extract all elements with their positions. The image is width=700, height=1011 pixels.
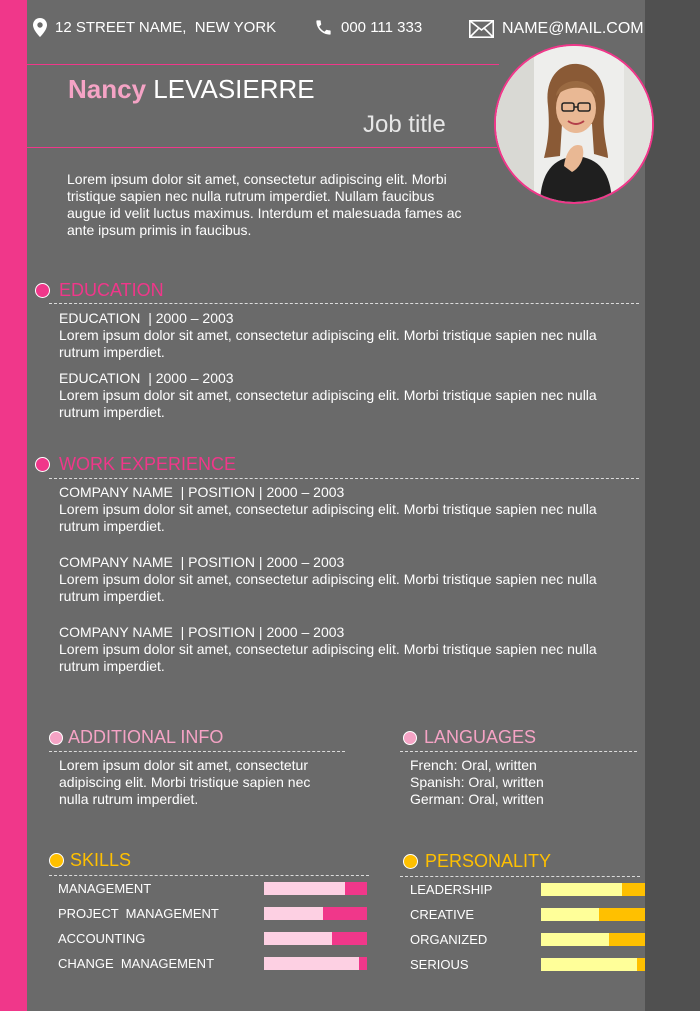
header-bottom-line bbox=[27, 147, 497, 148]
profile-summary: Lorem ipsum dolor sit amet, consectetur adipiscing elit. Morbi tristique sapien nec nulla rutrum imperdiet. Nullam faucibus augue id velit luctus maximus. Interdum et malesuada fames ac ante ipsum primis in faucibus. bbox=[67, 171, 462, 238]
phone-icon bbox=[314, 18, 333, 37]
work-entry-text: Lorem ipsum dolor sit amet, consectetur adipiscing elit. Morbi tristique sapien nec nulla rutrum imperdiet. bbox=[59, 571, 597, 604]
education-entry-head: EDUCATION | 2000 – 2003 bbox=[59, 370, 234, 386]
additional-info-divider bbox=[49, 751, 345, 752]
address-text: 12 STREET NAME, NEW YORK bbox=[55, 19, 277, 36]
location-pin-icon bbox=[33, 18, 47, 37]
right-dark-strip bbox=[645, 0, 700, 1011]
personality-label: ORGANIZED bbox=[410, 932, 488, 947]
personality-title: PERSONALITY bbox=[425, 851, 552, 871]
work-entry-text: Lorem ipsum dolor sit amet, consectetur adipiscing elit. Morbi tristique sapien nec nulla rutrum imperdiet. bbox=[59, 501, 597, 534]
job-title: Job title bbox=[363, 111, 446, 138]
work-entry-text: Lorem ipsum dolor sit amet, consectetur adipiscing elit. Morbi tristique sapien nec nulla rutrum imperdiet. bbox=[59, 641, 597, 674]
personality-row bbox=[0, 908, 700, 921]
languages-heading bbox=[403, 727, 536, 748]
work-divider bbox=[49, 478, 639, 479]
personality-level-fill bbox=[541, 908, 599, 921]
section-bullet-icon bbox=[403, 731, 417, 745]
skills-label: PROJECT MANAGEMENT bbox=[58, 906, 219, 921]
language-item: German: Oral, written bbox=[410, 791, 544, 807]
personality-level-fill bbox=[541, 933, 609, 946]
section-bullet-icon bbox=[35, 457, 50, 472]
personality-level-bar bbox=[541, 933, 645, 946]
skills-label: MANAGEMENT bbox=[58, 881, 152, 896]
last-name: LEVASIERRE bbox=[153, 74, 315, 104]
personality-level-bar bbox=[541, 908, 645, 921]
section-bullet-icon bbox=[403, 854, 418, 869]
personality-row bbox=[0, 933, 700, 946]
personality-divider bbox=[400, 876, 640, 877]
skills-heading bbox=[49, 850, 131, 871]
skills-divider bbox=[49, 875, 369, 876]
envelope-icon bbox=[469, 20, 494, 38]
personality-level-fill bbox=[541, 958, 637, 971]
personality-heading bbox=[403, 851, 551, 872]
work-title: WORK EXPERIENCE bbox=[59, 454, 237, 474]
work-heading bbox=[35, 454, 236, 475]
education-entry-text: Lorem ipsum dolor sit amet, consectetur adipiscing elit. Morbi tristique sapien nec nulla rutrum imperdiet. bbox=[59, 387, 597, 420]
personality-row bbox=[0, 883, 700, 896]
skills-title: SKILLS bbox=[70, 850, 132, 870]
contact-email bbox=[469, 20, 644, 38]
personality-label: SERIOUS bbox=[410, 957, 469, 972]
additional-info-heading bbox=[49, 727, 223, 748]
section-bullet-icon bbox=[49, 853, 64, 868]
personality-level-fill bbox=[541, 883, 622, 896]
work-entry-head: COMPANY NAME | POSITION | 2000 – 2003 bbox=[59, 624, 345, 640]
education-entry bbox=[59, 370, 619, 421]
languages-title: LANGUAGES bbox=[424, 727, 537, 747]
work-entry-head: COMPANY NAME | POSITION | 2000 – 2003 bbox=[59, 484, 345, 500]
personality-label: LEADERSHIP bbox=[410, 882, 493, 897]
education-entry-head: EDUCATION | 2000 – 2003 bbox=[59, 310, 234, 326]
education-divider bbox=[49, 303, 639, 304]
language-item: French: Oral, written bbox=[410, 757, 537, 773]
header-top-line bbox=[27, 64, 499, 65]
skills-label: CHANGE MANAGEMENT bbox=[58, 956, 215, 971]
profile-photo bbox=[494, 44, 654, 204]
work-entry-head: COMPANY NAME | POSITION | 2000 – 2003 bbox=[59, 554, 345, 570]
section-bullet-icon bbox=[35, 283, 50, 298]
additional-info-text: Lorem ipsum dolor sit amet, consectetur adipiscing elit. Morbi tristique sapien nec nulla rutrum imperdiet. bbox=[59, 757, 311, 807]
work-entry bbox=[59, 484, 619, 535]
personality-row bbox=[0, 958, 700, 971]
education-entry bbox=[59, 310, 619, 361]
left-accent-strip bbox=[0, 0, 27, 1011]
email-text: NAME@MAIL.COM bbox=[502, 20, 644, 37]
language-item: Spanish: Oral, written bbox=[410, 774, 544, 790]
languages-list bbox=[410, 757, 630, 808]
contact-phone bbox=[314, 18, 422, 37]
additional-info-title: ADDITIONAL INFO bbox=[68, 727, 224, 747]
education-heading bbox=[35, 280, 164, 301]
phone-text: 000 111 333 bbox=[341, 19, 423, 36]
contact-address bbox=[33, 18, 276, 37]
section-bullet-icon bbox=[49, 731, 63, 745]
skills-label: ACCOUNTING bbox=[58, 931, 146, 946]
personality-level-bar bbox=[541, 883, 645, 896]
portrait-illustration bbox=[496, 46, 654, 204]
education-entry-text: Lorem ipsum dolor sit amet, consectetur adipiscing elit. Morbi tristique sapien nec nulla rutrum imperdiet. bbox=[59, 327, 597, 360]
education-title: EDUCATION bbox=[59, 280, 164, 300]
candidate-name bbox=[68, 74, 315, 105]
work-entry bbox=[59, 554, 619, 605]
personality-label: CREATIVE bbox=[410, 907, 475, 922]
languages-divider bbox=[400, 751, 637, 752]
first-name: Nancy bbox=[68, 74, 147, 104]
personality-level-bar bbox=[541, 958, 645, 971]
work-entry bbox=[59, 624, 619, 675]
